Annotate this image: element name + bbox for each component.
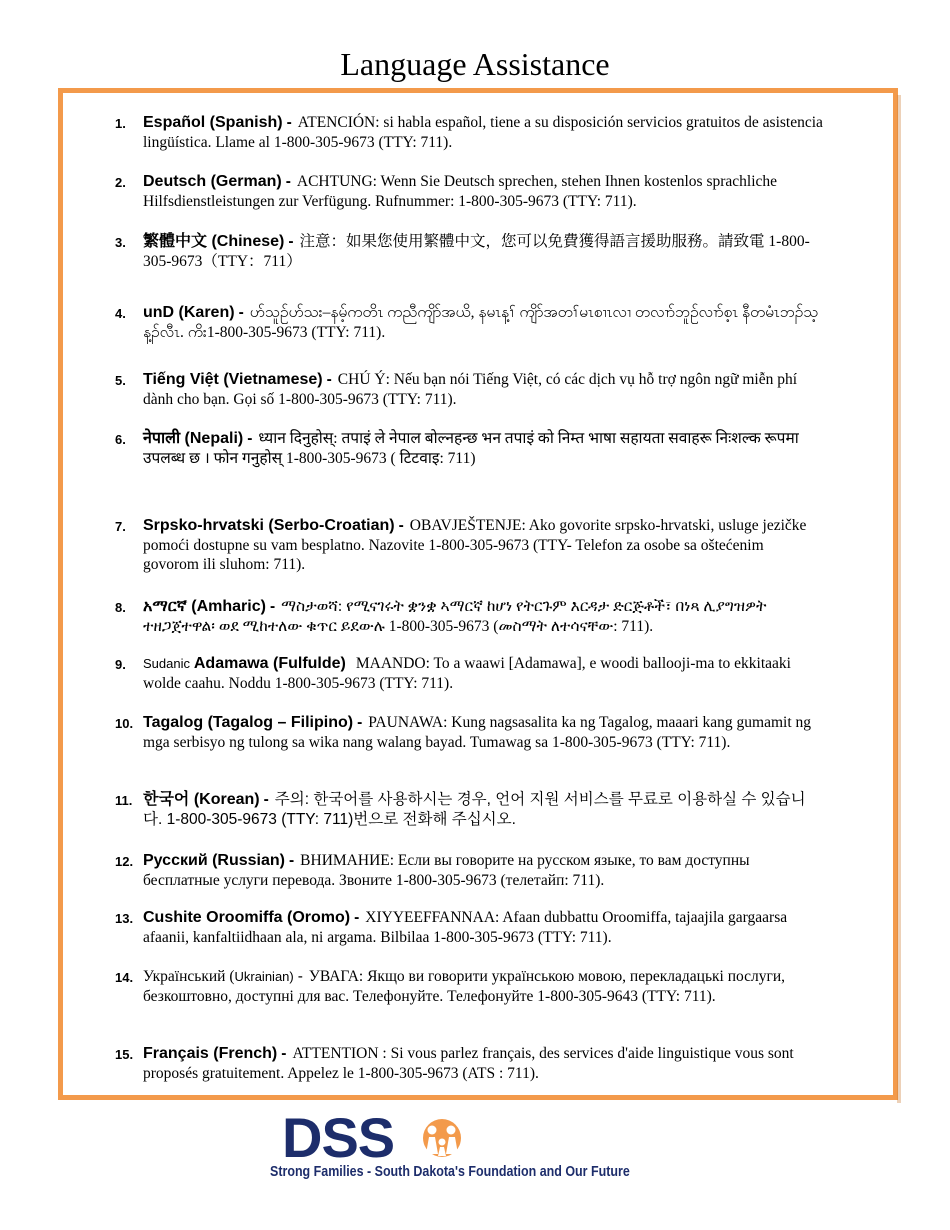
assistance-text: ATTENTION : Si vous parlez français, des services d'aide linguistique vous sont proposés gratuitement. Appelez le 1-800-305-9673 (ATS : 711).	[143, 1045, 794, 1082]
dss-logo	[270, 1106, 680, 1185]
list-item	[115, 516, 823, 575]
item-number: 8.	[115, 600, 126, 615]
list-item	[115, 713, 823, 752]
assistance-text: УВАГА: Якщо ви говорити українською мовою, перекладацькі послуги, безкоштовно, доступні для вас. Телефонуйте. Телефонуйте 1-800-305-9643 (TTY: 711).	[143, 968, 786, 1005]
item-number: 12.	[115, 854, 134, 869]
list-item	[115, 113, 823, 152]
assistance-text: XIYYEEFFANNAA: Afaan dubbattu Oroomiffa, tajaajila gargaarsa afaanii, kanfaltiidhaan ala, ni argama. Bilbilaa 1-800-305-9673 (TTY: 711).	[143, 909, 788, 946]
separator: -	[238, 304, 244, 321]
list-item	[115, 1044, 823, 1083]
separator: -	[247, 430, 253, 447]
item-number: 1.	[115, 116, 126, 131]
assistance-text: MAANDO: To a waawi [Adamawa], e woodi ballooji-ma to ekkitaaki wolde caahu. Noddu 1-800-305-9673 (TTY: 711).	[143, 655, 791, 692]
list-item	[115, 370, 823, 409]
item-number: 3.	[115, 235, 126, 250]
language-name: Français (French)	[143, 1045, 278, 1062]
separator: -	[269, 598, 276, 615]
list-item	[115, 908, 823, 947]
assistance-text: CHÚ Ý: Nếu bạn nói Tiếng Việt, có các dịch vụ hỗ trợ ngôn ngữ miễn phí dành cho bạn. Gọi số 1-800-305-9673 (TTY: 711).	[143, 371, 798, 408]
list-item	[115, 851, 823, 890]
language-name: Srpsko-hrvatski (Serbo-Croatian)	[143, 517, 395, 534]
list-item	[115, 232, 823, 271]
assistance-text: ATENCIÓN: si habla español, tiene a su disposición servicios gratuitos de asistencia lingüística. Llame al 1-800-305-9673 (TTY: 711).	[143, 114, 823, 151]
assistance-text: ВНИМАНИЕ: Если вы говорите на русском языке, то вам доступны бесплатные услуги перевода. Звоните 1-800-305-9673 (телетайп: 711).	[143, 852, 750, 889]
assistance-text: ACHTUNG: Wenn Sie Deutsch sprechen, stehen Ihnen kostenlos sprachliche Hilfsdienstleistungen zur Verfügung. Rufnummer: 1-800-305-9673 (TTY: 711).	[143, 173, 778, 210]
item-number: 9.	[115, 657, 126, 672]
item-number: 5.	[115, 373, 126, 388]
assistance-text: OBAVJEŠTENJE: Ako govorite srpsko-hrvatski, usluge jezičke pomoći dostupne su vam besplatno. Nazovite 1-800-305-9673 (TTY- Telefon za osobe sa oštećenim govorom ili sluhom: 711).	[143, 517, 807, 573]
language-name: unD (Karen)	[143, 304, 235, 321]
language-name: Tiếng Việt (Vietnamese)	[143, 371, 323, 388]
separator: -	[357, 714, 363, 731]
language-name: Український (	[143, 968, 235, 985]
separator: -	[281, 1045, 287, 1062]
item-number: 7.	[115, 519, 126, 534]
list-item	[115, 303, 823, 342]
separator	[346, 655, 356, 672]
item-number: 11.	[115, 793, 133, 808]
language-name: Tagalog (Tagalog – Filipino)	[143, 714, 354, 731]
language-name: Русский (Russian)	[143, 852, 285, 869]
list-item	[115, 967, 823, 1006]
list-item	[115, 654, 823, 693]
item-number: 2.	[115, 175, 126, 190]
language-prefix: Sudanic	[143, 656, 190, 671]
language-name: Español (Spanish)	[143, 114, 283, 131]
logo-wordmark: DSS	[282, 1106, 395, 1169]
language-name: नेपाली (Nepali)	[143, 430, 244, 447]
separator: -	[285, 173, 291, 190]
item-number: 13.	[115, 911, 134, 926]
language-name-small: Ukrainian)	[234, 969, 294, 984]
item-number: 4.	[115, 306, 126, 321]
separator: -	[288, 233, 294, 250]
language-name: 繁體中文 (Chinese)	[143, 233, 285, 250]
list-item	[115, 172, 823, 211]
language-name: Cushite Oroomiffa (Oromo)	[143, 909, 351, 926]
language-name: Adamawa (Fulfulde)	[193, 655, 346, 672]
separator: -	[297, 968, 303, 985]
language-name: Deutsch (German)	[143, 173, 282, 190]
page-title: Language Assistance	[340, 46, 610, 82]
list-item	[115, 597, 823, 636]
assistance-text: ဟ်သူဉ်ဟ်သး–နမ့်ကတိၤ ကညီကျိာ်အယိ, နမၤန့ၢ် ကျိာ်အတၢ်မၤစၢၤလၢ တလၢာ်ဘူဉ်လၢာ်စ့ၤ နီတမံၤဘၣ်သ့န့ၣ်လီၤ. ကိး1-800-305-9673 (TTY: 711).	[143, 304, 819, 341]
separator: -	[354, 909, 360, 926]
logo-tagline: Strong Families - South Dakota's Foundation and Our Future	[270, 1164, 630, 1180]
list-item	[115, 429, 823, 468]
item-number: 14.	[115, 970, 134, 985]
assistance-text: 주의: 한국어를 사용하시는 경우, 언어 지원 서비스를 무료로 이용하실 수 있습니다. 1-800-305-9673 (TTY: 711)번으로 전화해 주십시오.	[143, 791, 806, 828]
assistance-text: ማስታወሻ: የሚናገሩት ቋንቋ ኣማርኛ ከሆነ የትርጉም እርዳታ ድርጅቶች፣ በነጻ ሊያግዝዎት ተዘጋጀተዋል፡ ወደ ሚከተለው ቁጥር ይደውሉ 1-800-305-9673 (መስማት ለተሳናቸው: 711).	[143, 598, 767, 635]
separator: -	[263, 791, 269, 808]
item-number: 15.	[115, 1047, 134, 1062]
assistance-text: ध्यान दिनुहोस्: तपाइं ले नेपाल बोल्नहन्छ भन तपाइं को निम्त भाषा सहायता सवाहरू निःशल्क रूपमा उपलब्ध छ । फोन गनुहोस् 1-800-305-9673 ( टिटवाइ: 711)	[143, 430, 799, 467]
separator: -	[398, 517, 404, 534]
separator: -	[286, 114, 292, 131]
list-item	[115, 790, 823, 829]
language-name: አማርኛ (Amharic)	[143, 598, 266, 615]
content-frame	[58, 88, 898, 1100]
assistance-text: PAUNAWA: Kung nagsasalita ka ng Tagalog, maaari kang gumamit ng mga serbisyo ng tulong sa wika nang walang bayad. Tumawag sa 1-800-305-9673 (TTY: 711).	[143, 714, 812, 751]
separator: -	[326, 371, 332, 388]
family-figures-icon	[418, 1118, 466, 1162]
separator: -	[289, 852, 295, 869]
language-name: 한국어 (Korean)	[143, 791, 260, 808]
assistance-text: 注意：如果您使用繁體中文，您可以免費獲得語言援助服務。請致電 1-800-305-9673（TTY：711）	[143, 233, 810, 270]
item-number: 10.	[115, 716, 134, 731]
item-number: 6.	[115, 432, 126, 447]
